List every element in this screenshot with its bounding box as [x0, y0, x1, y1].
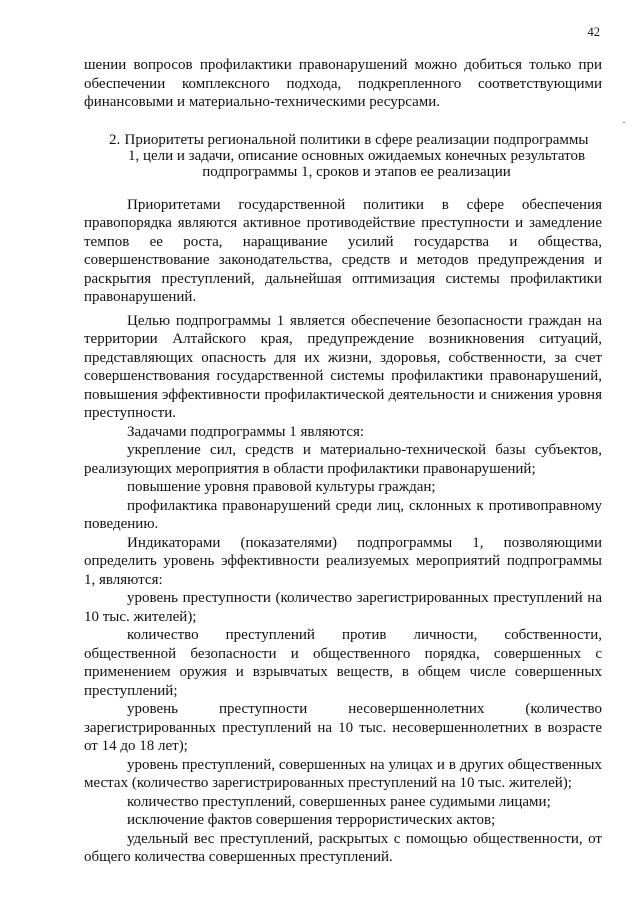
paragraph-task-3: профилактика правонарушений среди лиц, склонных к противоправному поведению. — [84, 497, 602, 532]
margin-mark: · — [622, 115, 626, 129]
paragraph-priorities: Приоритетами государственной политики в сфере обеспечения правопорядка являются активное противодействие преступности и замедление темпов ее роста, наращивание усилий государства и общества, совершенствование законодательства, средств и методов предупреждения и раскрытия преступлений, дальнейшая оптимизация системы профилактики правонарушений. — [84, 196, 602, 305]
paragraph-indicator-4: уровень преступлений, совершенных на улицах и в других общественных местах (количество зарегистрированных преступлений на 10 тыс. жителей); — [84, 756, 602, 791]
section-heading-number: 2. — [109, 131, 121, 148]
paragraph-indicator-5: количество преступлений, совершенных ранее судимыми лицами; — [127, 793, 551, 810]
document-content — [84, 56, 602, 867]
paragraph-indicator-3: уровень преступности несовершеннолетних (количество зарегистрированных преступлений на 10 тыс. несовершеннолетних в возрасте от 14 до 18 лет); — [84, 701, 602, 754]
section-heading — [84, 132, 602, 180]
paragraph-indicator-2: количество преступлений против личности, собственности, общественной безопасности и общественного порядка, совершенных с применением оружия и взрывчатых веществ, в общем числе совершенных преступлений; — [84, 627, 602, 699]
paragraph-goal: Целью подпрограммы 1 является обеспечение безопасности граждан на территории Алтайского края, предупреждение возникновения ситуаций, представляющих опасность для их жизни, здоровья, собственности, за счет совершенствования государственной системы профилактики правонарушений, повышения эффективности профилактической деятельности и снижения уровня преступности. — [84, 312, 602, 421]
paragraph-indicators-intro: Индикаторами (показателями) подпрограммы 1, позволяющими определить уровень эффективности реализуемых мероприятий подпрограммы 1, являются: — [84, 534, 602, 588]
paragraph-indicator-7: удельный вес преступлений, раскрытых с помощью общественности, от общего количества совершенных преступлений. — [84, 830, 602, 865]
paragraph-indicator-1: уровень преступности (количество зарегистрированных преступлений на 10 тыс. жителей); — [84, 590, 602, 625]
paragraph-intro-continuation: шении вопросов профилактики правонарушений можно добиться только при обеспечении комплексного подхода, подкрепленного соответствующими финансовыми и материально-техническими ресурсами. — [84, 57, 602, 110]
section-heading-text: Приоритеты региональной политики в сфере реализации подпрограммы 1, цели и задачи, описание основных ожидаемых конечных результатов подпрограммы 1, сроков и этапов ее реализации — [124, 131, 589, 180]
paragraph-tasks-intro: Задачами подпрограммы 1 являются: — [127, 423, 365, 440]
paragraph-task-2: повышение уровня правовой культуры граждан; — [127, 479, 436, 495]
paragraph-indicator-6: исключение фактов совершения террористических актов; — [127, 812, 496, 828]
paragraph-task-1: укрепление сил, средств и материально-технической базы субъектов, реализующих мероприятия в области профилактики правонарушений; — [84, 442, 602, 477]
page-number: 42 — [587, 25, 600, 39]
